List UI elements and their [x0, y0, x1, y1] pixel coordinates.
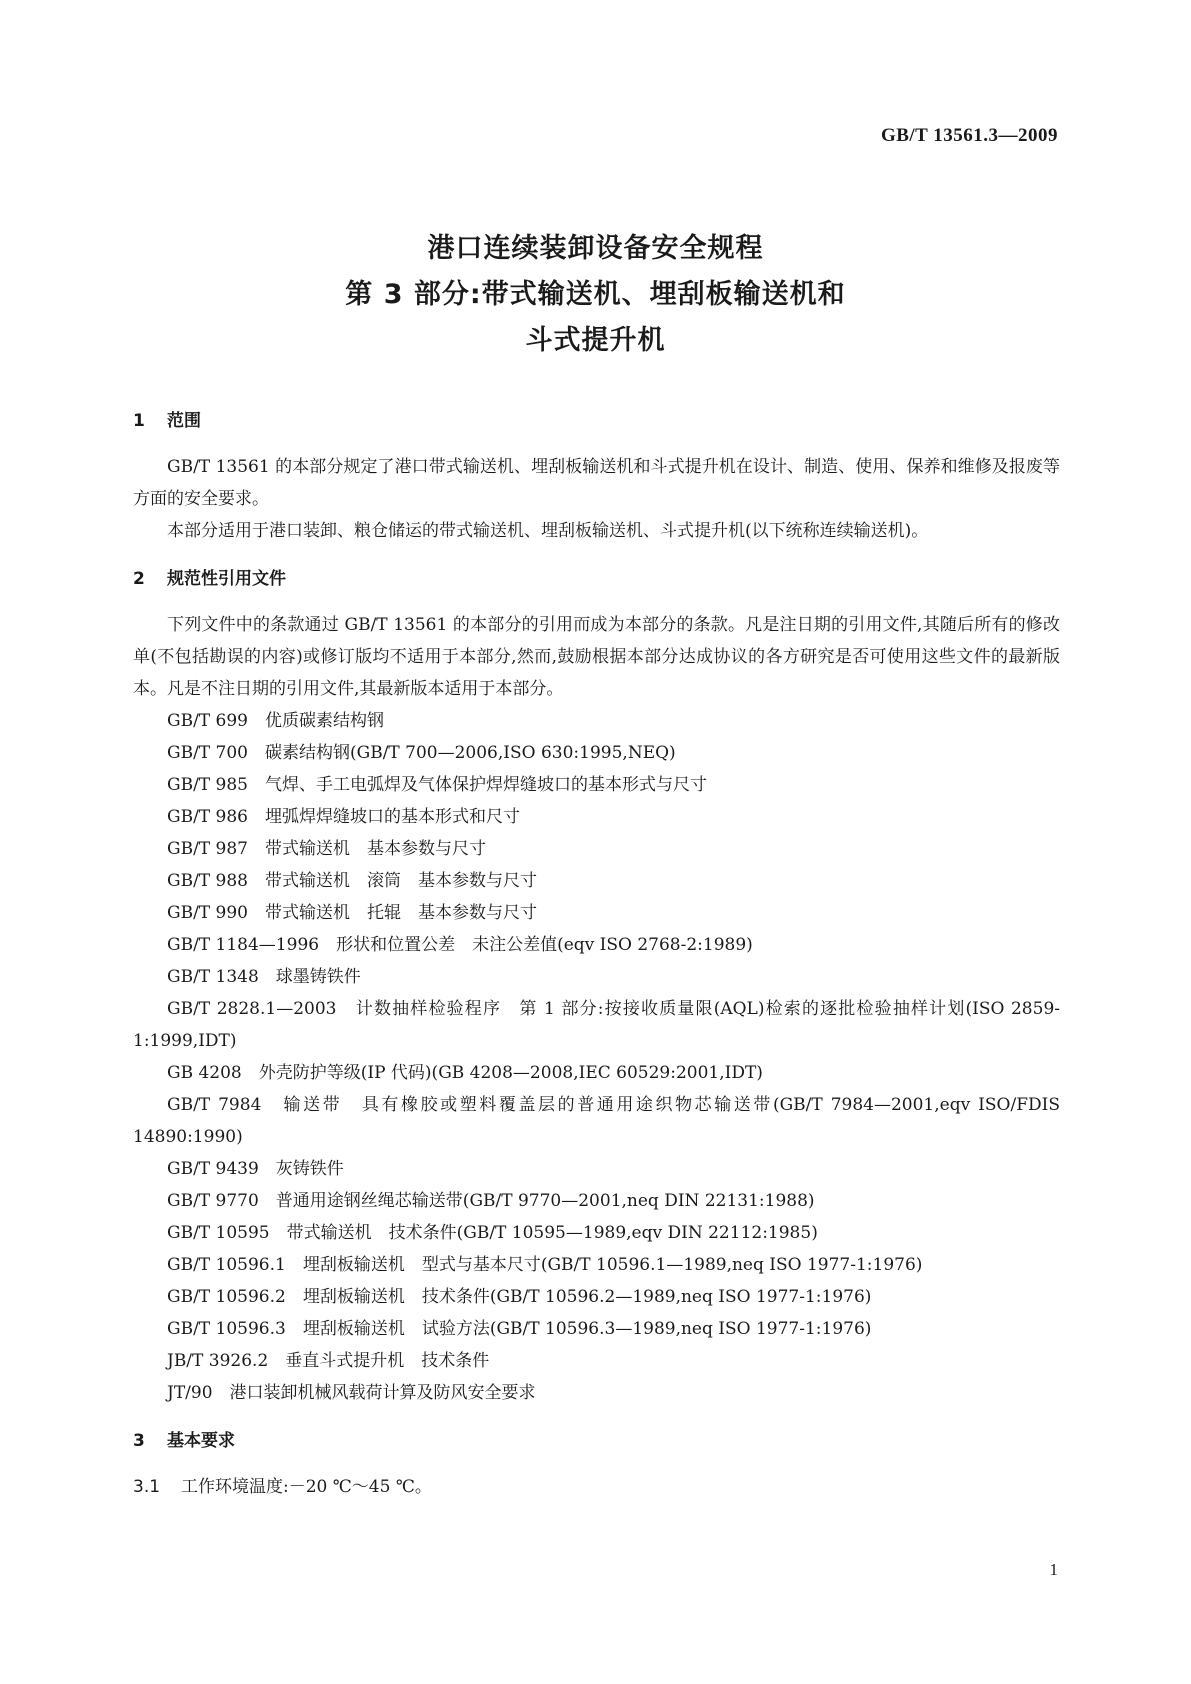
standard-code: GB/T 13561.3—2009 — [880, 125, 1058, 146]
title-line-3: 斗式提升机 — [525, 325, 666, 356]
section-title: 规范性引用文件 — [167, 569, 286, 589]
clause-text: 工作环境温度:－20 ℃～45 ℃。 — [181, 1477, 432, 1497]
reference-item: GB/T 1184—1996 形状和位置公差 未注公差值(eqv ISO 2768-2:1989) — [167, 935, 753, 955]
document-body — [133, 405, 1060, 1503]
reference-list — [133, 705, 1060, 1409]
reference-item: GB/T 700 碳素结构钢(GB/T 700—2006,ISO 630:1995,NEQ) — [167, 743, 676, 763]
reference-item: GB/T 990 带式输送机 托辊 基本参数与尺寸 — [167, 903, 537, 923]
section-3-heading — [133, 1425, 1060, 1457]
title-line-1: 港口连续装卸设备安全规程 — [427, 233, 764, 264]
document-title — [0, 226, 1191, 364]
section-number: 2 — [133, 569, 145, 589]
section-title: 范围 — [167, 411, 201, 431]
section-1-heading — [133, 405, 1060, 437]
reference-item: GB/T 985 气焊、手工电弧焊及气体保护焊焊缝坡口的基本形式与尺寸 — [167, 775, 707, 795]
reference-item: GB/T 699 优质碳素结构钢 — [167, 711, 384, 731]
reference-item: GB/T 2828.1—2003 计数抽样检验程序 第 1 部分:按接收质量限(AQL)检索的逐批检验抽样计划(ISO 2859-1:1999,IDT) — [133, 999, 1060, 1051]
reference-item: GB/T 9770 普通用途钢丝绳芯输送带(GB/T 9770—2001,neq DIN 22131:1988) — [167, 1191, 815, 1211]
reference-item: GB 4208 外壳防护等级(IP 代码)(GB 4208—2008,IEC 60529:2001,IDT) — [167, 1063, 763, 1083]
reference-item: GB/T 10596.1 埋刮板输送机 型式与基本尺寸(GB/T 10596.1—1989,neq ISO 1977-1:1976) — [167, 1255, 923, 1275]
reference-item: GB/T 10596.2 埋刮板输送机 技术条件(GB/T 10596.2—1989,neq ISO 1977-1:1976) — [167, 1287, 872, 1307]
clause-number: 3.1 — [133, 1477, 161, 1497]
clause-3-1 — [133, 1471, 1060, 1503]
reference-item: GB/T 10596.3 埋刮板输送机 试验方法(GB/T 10596.3—1989,neq ISO 1977-1:1976) — [167, 1319, 872, 1339]
reference-item: GB/T 988 带式输送机 滚筒 基本参数与尺寸 — [167, 871, 537, 891]
page-number: 1 — [1049, 1560, 1058, 1579]
reference-item: GB/T 7984 输送带 具有橡胶或塑料覆盖层的普通用途织物芯输送带(GB/T 7984—2001,eqv ISO/FDIS 14890:1990) — [133, 1095, 1060, 1147]
section-title: 基本要求 — [167, 1431, 235, 1451]
reference-item: JT/90 港口装卸机械风载荷计算及防风安全要求 — [167, 1383, 536, 1403]
reference-item: GB/T 987 带式输送机 基本参数与尺寸 — [167, 839, 486, 859]
section-number: 1 — [133, 411, 145, 431]
scope-paragraph-1: GB/T 13561 的本部分规定了港口带式输送机、埋刮板输送机和斗式提升机在设计、制造、使用、保养和维修及报废等方面的安全要求。 — [133, 457, 1060, 509]
reference-item: GB/T 1348 球墨铸铁件 — [167, 967, 361, 987]
reference-item: GB/T 9439 灰铸铁件 — [167, 1159, 344, 1179]
reference-item: GB/T 986 埋弧焊焊缝坡口的基本形式和尺寸 — [167, 807, 520, 827]
section-number: 3 — [133, 1431, 145, 1451]
section-2-heading — [133, 563, 1060, 595]
reference-item: GB/T 10595 带式输送机 技术条件(GB/T 10595—1989,eqv DIN 22112:1985) — [167, 1223, 818, 1243]
reference-item: JB/T 3926.2 垂直斗式提升机 技术条件 — [167, 1351, 490, 1371]
scope-paragraph-2: 本部分适用于港口装卸、粮仓储运的带式输送机、埋刮板输送机、斗式提升机(以下统称连续输送机)。 — [167, 521, 929, 541]
title-line-2: 第 3 部分:带式输送机、埋刮板输送机和 — [345, 279, 846, 310]
references-intro: 下列文件中的条款通过 GB/T 13561 的本部分的引用而成为本部分的条款。凡是注日期的引用文件,其随后所有的修改单(不包括勘误的内容)或修订版均不适用于本部分,然而,鼓励根据本部分达成协议的各方研究是否可使用这些文件的最新版本。凡是不注日期的引用文件,其最新版本适用于本部分。 — [133, 615, 1060, 699]
